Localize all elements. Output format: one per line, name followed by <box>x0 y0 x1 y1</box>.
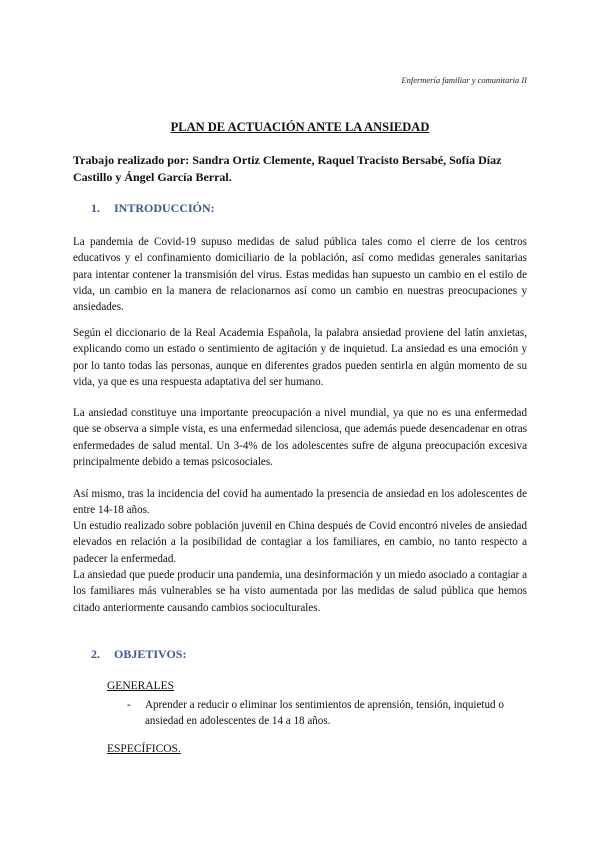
authors-line: Trabajo realizado por: Sandra Ortiz Clemente, Raquel Tracisto Bersabé, Sofía Díaz Castillo y Ángel García Berral. <box>73 153 502 184</box>
section-heading-introduccion <box>91 201 215 216</box>
subheading-generales: GENERALES <box>107 680 175 692</box>
intro-paragraph-5: Un estudio realizado sobre población juvenil en China después de Covid encontró niveles de ansiedad elevados en relación a la posibilidad de contagiar a los familiares, en cambio, no tanto respecto a padecer la enfermedad. <box>73 520 527 565</box>
section-title: INTRODUCCIÓN: <box>114 201 215 215</box>
section-number: 2. <box>91 647 100 661</box>
list-item <box>127 697 527 730</box>
bullet-dash: - <box>127 699 131 711</box>
intro-paragraph-2: Según el diccionario de la Real Academia Española, la palabra ansiedad proviene del latín anxietas, explicando como un estado o sentimiento de agitación y de inquietud. La ansiedad es una emoción y por lo tanto todas las personas, aunque en diferentes grados pueden sentirla en algún momento de su vida, ya que es una respuesta adaptativa del ser humano. <box>73 327 527 388</box>
intro-paragraph-1: La pandemia de Covid-19 supuso medidas de salud pública tales como el cierre de los centros educativos y el confinamiento domiciliario de la población, así como medidas generales sanitarias para intentar contener la transmisión del virus. Estas medidas han supuesto un cambio en el estilo de vida, un cambio en la manera de relacionarnos así como un cambio en nuestras preocupaciones y ansiedades. <box>73 236 527 314</box>
intro-paragraph-4: Así mismo, tras la incidencia del covid ha aumentado la presencia de ansiedad en los adolescentes de entre 14-18 años. <box>73 488 527 517</box>
subheading-especificos: ESPECÍFICOS. <box>107 743 181 755</box>
section-heading-objetivos <box>91 647 186 662</box>
document-title <box>0 120 600 135</box>
intro-paragraph-6: La ansiedad que puede producir una pandemia, una desinformación y un miedo asociado a contagiar a los familiares más vulnerables se ha visto aumentada por las medidas de salud pública que hemos citado anteriormente causando cambios socioculturales. <box>73 569 527 614</box>
section-number: 1. <box>91 201 100 215</box>
intro-paragraph-3: La ansiedad constituye una importante preocupación a nivel mundial, ya que no es una enfermedad que se observa a simple vista, es una enfermedad silenciosa, que además puede desencadenar en otras enfermedades de salud mental. Un 3-4% de los adolescentes sufre de alguna preocupación excesiva principalmente debido a temas psicosociales. <box>73 407 527 468</box>
running-header: Enfermería familiar y comunitaria II <box>401 75 527 85</box>
section-title: OBJETIVOS: <box>114 647 187 661</box>
list-item-text: Aprender a reducir o eliminar los sentimientos de aprensión, tensión, inquietud o ansiedad en adolescentes de 14 a 18 años. <box>145 699 504 728</box>
document-title-text: PLAN DE ACTUACIÓN ANTE LA ANSIEDAD <box>170 120 430 134</box>
